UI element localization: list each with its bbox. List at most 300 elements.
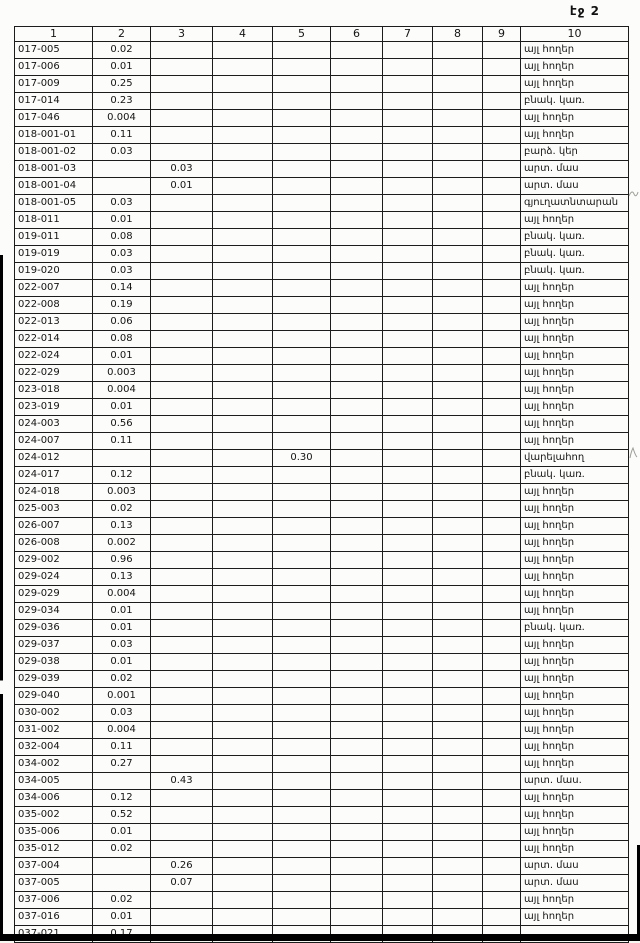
table-cell: [213, 280, 273, 297]
table-cell: այլ հողեր: [521, 688, 629, 705]
table-cell: այլ հողեր: [521, 314, 629, 331]
table-cell: [93, 178, 151, 195]
table-cell: [483, 297, 521, 314]
column-header: 6: [331, 27, 383, 42]
table-cell: 0.13: [93, 518, 151, 535]
table-cell: [273, 688, 331, 705]
table-cell: [331, 722, 383, 739]
table-cell: այլ հողեր: [521, 348, 629, 365]
table-cell: [383, 756, 433, 773]
table-cell: [151, 195, 213, 212]
table-cell: [383, 569, 433, 586]
table-cell: [383, 535, 433, 552]
table-cell: [433, 399, 483, 416]
table-row: [15, 790, 629, 807]
table-body: [15, 42, 629, 943]
header-row: [15, 27, 629, 42]
table-cell: 017-046: [15, 110, 93, 127]
table-row: [15, 756, 629, 773]
table-cell: [151, 399, 213, 416]
table-cell: [331, 875, 383, 892]
table-cell: գյուղատնտարան: [521, 195, 629, 212]
table-cell: 0.01: [93, 603, 151, 620]
table-cell: 035-002: [15, 807, 93, 824]
table-cell: [433, 331, 483, 348]
table-row: [15, 382, 629, 399]
table-cell: [273, 824, 331, 841]
table-cell: [331, 161, 383, 178]
table-cell: [383, 858, 433, 875]
table-cell: [151, 501, 213, 518]
table-cell: [213, 790, 273, 807]
table-cell: [483, 76, 521, 93]
table-cell: [151, 637, 213, 654]
table-cell: [273, 229, 331, 246]
table-cell: [151, 297, 213, 314]
table-cell: [213, 858, 273, 875]
table-cell: [273, 42, 331, 59]
table-cell: [483, 348, 521, 365]
table-cell: այլ հողեր: [521, 59, 629, 76]
table-row: [15, 314, 629, 331]
table-cell: [483, 535, 521, 552]
table-cell: [213, 416, 273, 433]
table-cell: այլ հողեր: [521, 382, 629, 399]
table-cell: այլ հողեր: [521, 399, 629, 416]
table-cell: [383, 586, 433, 603]
table-cell: [213, 841, 273, 858]
table-cell: [483, 263, 521, 280]
table-cell: 037-006: [15, 892, 93, 909]
table-cell: [151, 467, 213, 484]
table-cell: [383, 875, 433, 892]
table-cell: այլ հողեր: [521, 603, 629, 620]
table-cell: [433, 297, 483, 314]
table-cell: [383, 518, 433, 535]
table-cell: [433, 246, 483, 263]
table-row: [15, 892, 629, 909]
table-cell: 037-004: [15, 858, 93, 875]
table-cell: 031-002: [15, 722, 93, 739]
table-cell: [433, 773, 483, 790]
table-cell: [151, 654, 213, 671]
table-cell: [213, 892, 273, 909]
column-header: 10: [521, 27, 629, 42]
table-cell: [273, 314, 331, 331]
table-cell: [273, 875, 331, 892]
table-cell: [213, 144, 273, 161]
table-cell: [213, 688, 273, 705]
table-cell: [483, 178, 521, 195]
column-header: 5: [273, 27, 331, 42]
table-cell: [433, 722, 483, 739]
table-row: [15, 229, 629, 246]
table-cell: [483, 433, 521, 450]
table-cell: [151, 263, 213, 280]
table-cell: [213, 348, 273, 365]
table-cell: [151, 42, 213, 59]
table-cell: [331, 195, 383, 212]
table-cell: [213, 297, 273, 314]
table-cell: [331, 654, 383, 671]
table-cell: [331, 705, 383, 722]
table-cell: [433, 382, 483, 399]
table-cell: [151, 93, 213, 110]
table-cell: այլ հողեր: [521, 671, 629, 688]
table-cell: [331, 603, 383, 620]
table-cell: [383, 314, 433, 331]
page-number: էջ 2: [569, 4, 600, 18]
table-cell: [273, 178, 331, 195]
table-cell: [331, 807, 383, 824]
table-row: [15, 654, 629, 671]
table-cell: [433, 433, 483, 450]
table-cell: [273, 161, 331, 178]
table-cell: [483, 637, 521, 654]
table-cell: [433, 637, 483, 654]
table-cell: [273, 722, 331, 739]
table-cell: բնակ. կառ.: [521, 93, 629, 110]
table-cell: [213, 552, 273, 569]
table-cell: 0.06: [93, 314, 151, 331]
table-cell: [151, 110, 213, 127]
table-cell: 0.01: [93, 654, 151, 671]
table-cell: [151, 892, 213, 909]
table-cell: արտ. մաս: [521, 178, 629, 195]
table-row: [15, 909, 629, 926]
table-cell: 029-037: [15, 637, 93, 654]
table-row: [15, 263, 629, 280]
table-cell: [331, 212, 383, 229]
table-cell: 024-007: [15, 433, 93, 450]
table-cell: [273, 144, 331, 161]
table-cell: [213, 59, 273, 76]
table-cell: [213, 314, 273, 331]
table-cell: 022-014: [15, 331, 93, 348]
table-cell: արտ. մաս: [521, 161, 629, 178]
table-cell: [331, 416, 383, 433]
table-cell: [433, 756, 483, 773]
table-cell: [433, 790, 483, 807]
table-cell: 0.01: [93, 909, 151, 926]
table-cell: [483, 467, 521, 484]
table-cell: 0.01: [93, 620, 151, 637]
table-cell: [331, 280, 383, 297]
table-cell: 0.01: [93, 212, 151, 229]
table-cell: [273, 637, 331, 654]
table-cell: [483, 212, 521, 229]
table-cell: [151, 603, 213, 620]
table-cell: [483, 552, 521, 569]
table-cell: [433, 501, 483, 518]
table-cell: [273, 416, 331, 433]
table-header: [15, 27, 629, 42]
table-cell: այլ հողեր: [521, 722, 629, 739]
table-cell: այլ հողեր: [521, 416, 629, 433]
table-cell: [433, 909, 483, 926]
table-cell: [273, 263, 331, 280]
table-cell: [273, 620, 331, 637]
table-row: [15, 297, 629, 314]
table-cell: 0.26: [151, 858, 213, 875]
table-cell: [213, 484, 273, 501]
table-cell: [483, 603, 521, 620]
table-cell: [483, 586, 521, 603]
table-cell: [383, 280, 433, 297]
table-row: [15, 841, 629, 858]
table-cell: [331, 127, 383, 144]
table-cell: 026-008: [15, 535, 93, 552]
table-cell: [483, 705, 521, 722]
table-cell: [433, 824, 483, 841]
table-cell: 029-036: [15, 620, 93, 637]
table-cell: [383, 161, 433, 178]
table-cell: [213, 705, 273, 722]
table-cell: [331, 518, 383, 535]
table-cell: [433, 59, 483, 76]
table-cell: [433, 467, 483, 484]
table-row: [15, 569, 629, 586]
table-cell: [483, 671, 521, 688]
table-cell: [331, 892, 383, 909]
table-cell: [383, 399, 433, 416]
table-cell: 0.004: [93, 382, 151, 399]
table-cell: [273, 756, 331, 773]
table-cell: 019-019: [15, 246, 93, 263]
table-cell: [151, 416, 213, 433]
table-cell: [151, 790, 213, 807]
table-cell: այլ հողեր: [521, 127, 629, 144]
table-cell: [483, 280, 521, 297]
table-cell: [483, 229, 521, 246]
table-cell: բնակ. կառ.: [521, 467, 629, 484]
table-cell: [273, 433, 331, 450]
table-cell: [433, 858, 483, 875]
table-cell: [483, 790, 521, 807]
table-cell: [433, 229, 483, 246]
table-cell: [483, 127, 521, 144]
table-cell: [331, 841, 383, 858]
table-cell: [433, 552, 483, 569]
table-cell: այլ հողեր: [521, 280, 629, 297]
table-cell: 019-020: [15, 263, 93, 280]
table-cell: [213, 637, 273, 654]
table-cell: 0.07: [151, 875, 213, 892]
column-header: 7: [383, 27, 433, 42]
table-cell: 019-011: [15, 229, 93, 246]
table-cell: [273, 841, 331, 858]
table-cell: [331, 467, 383, 484]
table-cell: [483, 620, 521, 637]
table-cell: [213, 195, 273, 212]
table-cell: [273, 195, 331, 212]
table-cell: [483, 42, 521, 59]
table-row: [15, 739, 629, 756]
table-cell: [433, 841, 483, 858]
table-cell: այլ հողեր: [521, 552, 629, 569]
table-cell: [213, 586, 273, 603]
table-cell: բարձ. կեր: [521, 144, 629, 161]
table-cell: 0.03: [93, 144, 151, 161]
table-cell: [213, 671, 273, 688]
table-cell: [331, 909, 383, 926]
table-cell: [331, 76, 383, 93]
table-cell: 022-007: [15, 280, 93, 297]
table-cell: [383, 195, 433, 212]
table-cell: [331, 42, 383, 59]
table-cell: [151, 756, 213, 773]
table-cell: [383, 688, 433, 705]
table-cell: 0.56: [93, 416, 151, 433]
table-cell: [273, 790, 331, 807]
table-cell: [383, 790, 433, 807]
table-cell: [213, 399, 273, 416]
table-cell: [273, 280, 331, 297]
table-row: [15, 280, 629, 297]
table-cell: [331, 229, 383, 246]
table-cell: [151, 212, 213, 229]
table-cell: [483, 331, 521, 348]
table-cell: [383, 93, 433, 110]
table-cell: [383, 841, 433, 858]
table-cell: [93, 161, 151, 178]
table-cell: 034-002: [15, 756, 93, 773]
table-cell: [93, 773, 151, 790]
table-cell: [433, 416, 483, 433]
table-cell: 0.27: [93, 756, 151, 773]
table-cell: [383, 331, 433, 348]
table-cell: այլ հողեր: [521, 824, 629, 841]
table-row: [15, 331, 629, 348]
table-cell: [433, 365, 483, 382]
pencil-mark-icon: [628, 446, 638, 460]
table-cell: 017-009: [15, 76, 93, 93]
table-cell: [483, 450, 521, 467]
table-cell: [483, 807, 521, 824]
table-cell: 0.13: [93, 569, 151, 586]
table-cell: [383, 178, 433, 195]
table-cell: [383, 42, 433, 59]
table-cell: 034-005: [15, 773, 93, 790]
table-cell: 029-024: [15, 569, 93, 586]
table-cell: [383, 722, 433, 739]
table-cell: այլ հողեր: [521, 569, 629, 586]
table-cell: [273, 773, 331, 790]
table-cell: [331, 348, 383, 365]
table-cell: [213, 501, 273, 518]
table-cell: [331, 399, 383, 416]
table-cell: [331, 637, 383, 654]
table-row: [15, 603, 629, 620]
table-cell: [213, 110, 273, 127]
table-cell: [213, 467, 273, 484]
table-cell: [331, 297, 383, 314]
table-cell: [273, 365, 331, 382]
table-cell: [213, 450, 273, 467]
table-cell: [273, 348, 331, 365]
table-cell: [383, 467, 433, 484]
table-cell: [213, 807, 273, 824]
table-row: [15, 246, 629, 263]
table-cell: [433, 127, 483, 144]
table-cell: [273, 331, 331, 348]
table-cell: 0.11: [93, 433, 151, 450]
table-cell: [383, 348, 433, 365]
table-cell: [383, 552, 433, 569]
table-cell: [383, 110, 433, 127]
table-cell: [213, 773, 273, 790]
table-cell: [151, 365, 213, 382]
table-cell: [213, 178, 273, 195]
table-cell: 0.004: [93, 586, 151, 603]
table-cell: [483, 688, 521, 705]
column-header: 1: [15, 27, 93, 42]
table-cell: [331, 178, 383, 195]
table-cell: [213, 433, 273, 450]
column-header: 2: [93, 27, 151, 42]
table-cell: [433, 535, 483, 552]
table-cell: [151, 909, 213, 926]
table-cell: 024-017: [15, 467, 93, 484]
table-cell: 0.03: [93, 246, 151, 263]
table-cell: 0.02: [93, 892, 151, 909]
table-cell: [273, 467, 331, 484]
table-cell: [331, 586, 383, 603]
table-cell: [433, 76, 483, 93]
table-cell: [151, 518, 213, 535]
table-cell: [433, 212, 483, 229]
table-cell: այլ հողեր: [521, 756, 629, 773]
table-cell: [151, 552, 213, 569]
table-cell: [483, 399, 521, 416]
table-cell: [273, 603, 331, 620]
table-cell: այլ հողեր: [521, 586, 629, 603]
table-cell: [273, 552, 331, 569]
table-cell: [213, 229, 273, 246]
table-cell: [331, 501, 383, 518]
table-cell: [483, 756, 521, 773]
table-cell: [151, 620, 213, 637]
table-cell: 0.08: [93, 331, 151, 348]
table-cell: [383, 297, 433, 314]
table-cell: 0.03: [93, 195, 151, 212]
table-cell: 022-013: [15, 314, 93, 331]
table-cell: [213, 382, 273, 399]
table-cell: 024-003: [15, 416, 93, 433]
table-cell: 029-002: [15, 552, 93, 569]
table-cell: 0.02: [93, 841, 151, 858]
table-cell: 0.03: [93, 705, 151, 722]
table-cell: [151, 59, 213, 76]
table-cell: [273, 909, 331, 926]
table-cell: [483, 161, 521, 178]
table-row: [15, 365, 629, 382]
table-cell: [151, 127, 213, 144]
table-cell: [151, 433, 213, 450]
table-cell: 0.19: [93, 297, 151, 314]
table-row: [15, 705, 629, 722]
table-cell: [433, 161, 483, 178]
table-cell: [213, 875, 273, 892]
table-cell: [331, 858, 383, 875]
table-row: [15, 501, 629, 518]
table-cell: [483, 722, 521, 739]
table-cell: [213, 263, 273, 280]
table-cell: [213, 331, 273, 348]
table-cell: [213, 739, 273, 756]
table-cell: [383, 909, 433, 926]
table-cell: [273, 807, 331, 824]
